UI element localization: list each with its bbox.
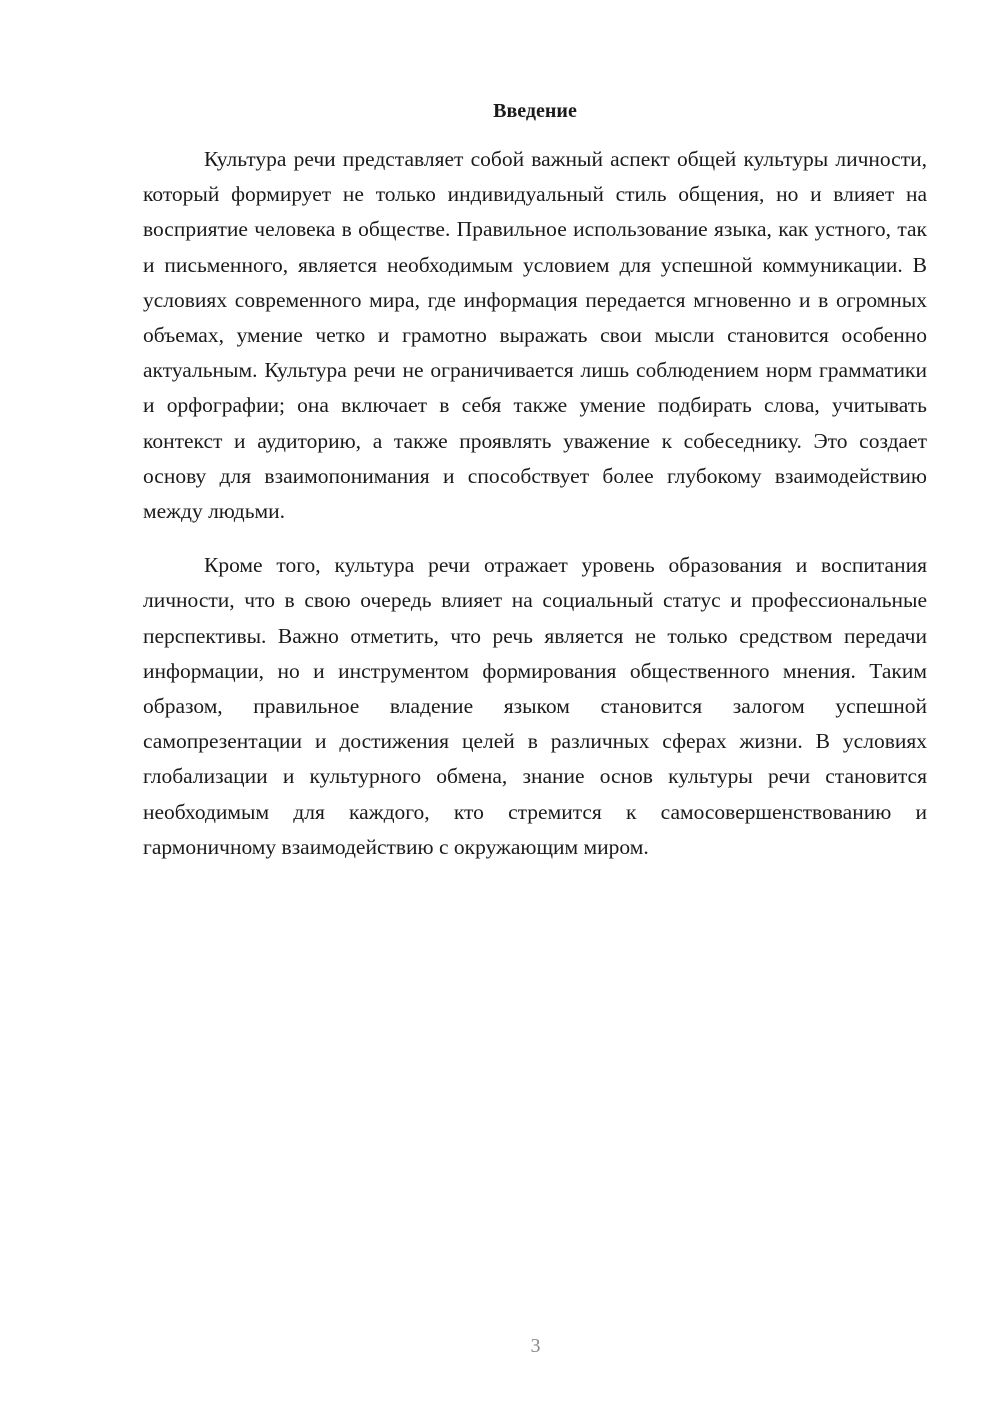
paragraph-2: Кроме того, культура речи отражает уровень образования и воспитания личности, что в свою очередь влияет на социальный статус и профессиональные перспективы. Важно отметить, что речь является не только средством передачи информации, но и инструментом формирования общественного мнения. Таким образом, правильное владение языком становится залогом успешной самопрезентации и достижения целей в различных сферах жизни. В условиях глобализации и культурного обмена, знание основ культуры речи становится необходимым для каждого, кто стремится к самосовершенствованию и гармоничному взаимодействию с окружающим миром.: [143, 553, 927, 859]
body-text: [143, 142, 927, 865]
section-heading: Введение: [493, 100, 577, 122]
page-number: 3: [530, 1335, 541, 1357]
paragraph-1: Культура речи представляет собой важный аспект общей культуры личности, который формирует не только индивидуальный стиль общения, но и влияет на восприятие человека в обществе. Правильное использование языка, как устного, так и письменного, является необходимым условием для успешной коммуникации. В условиях современного мира, где информация передается мгновенно и в огромных объемах, умение четко и грамотно выражать свои мысли становится особенно актуальным. Культура речи не ограничивается лишь соблюдением норм грамматики и орфографии; она включает в себя также умение подбирать слова, учитывать контекст и аудиторию, а также проявлять уважение к собеседнику. Это создает основу для взаимопонимания и способствует более глубокому взаимодействию между людьми.: [143, 147, 927, 524]
